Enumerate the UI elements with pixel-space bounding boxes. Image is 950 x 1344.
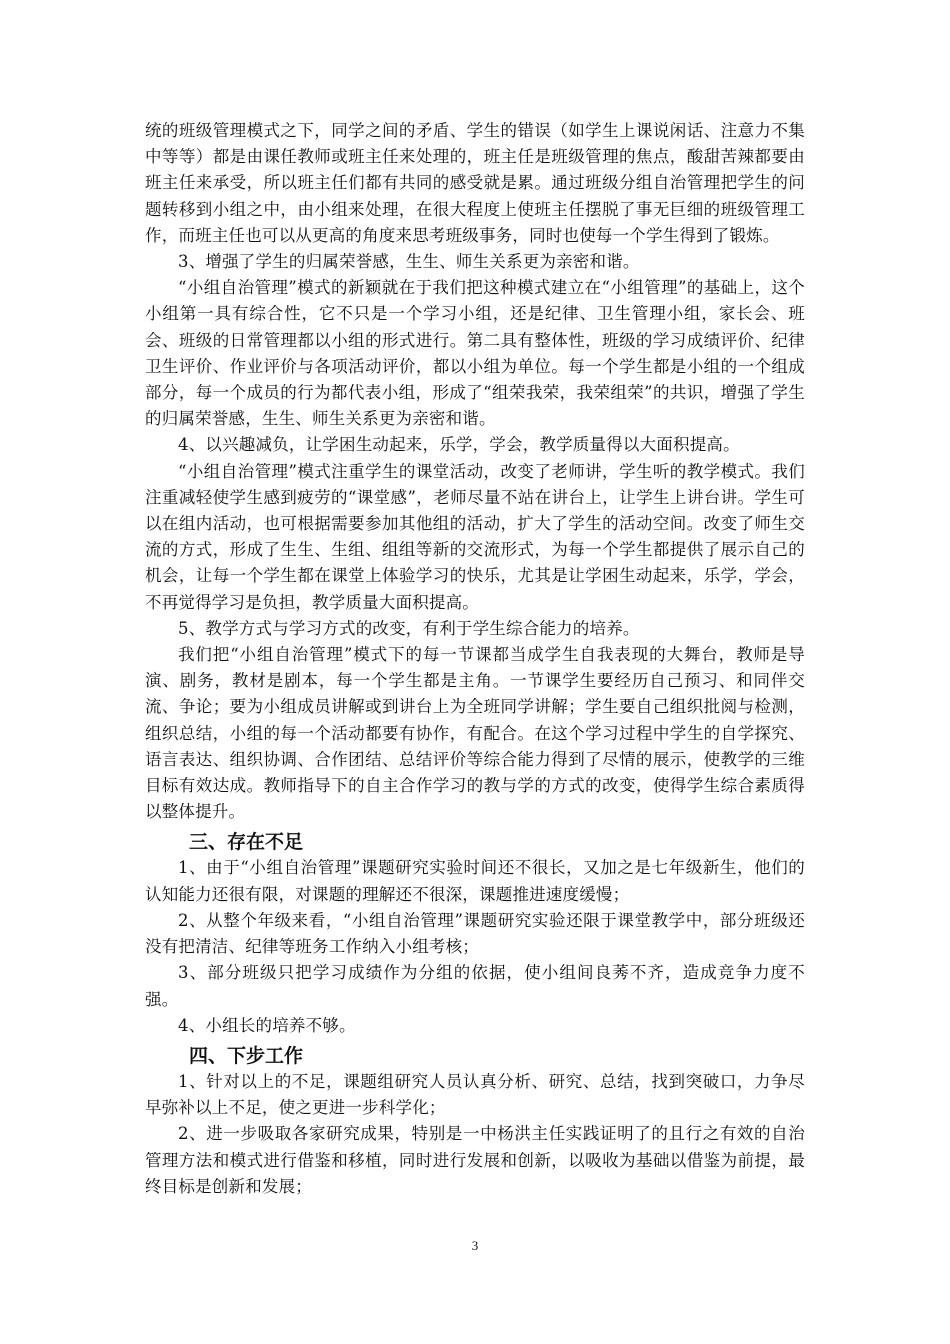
section-heading-shortcomings: 三、存在不足 (189, 831, 304, 854)
paragraph-shortcoming-2: 2、从整个年级来看，“小组自治管理”课题研究实验还限于课堂教学中，部分班级还没有把清洁、纪律等班务工作纳入小组考核； (145, 910, 805, 957)
paragraph-group-honor: “小组自治管理”模式的新颖就在于我们把这种模式建立在“小组管理”的基础上，这个小组第一具有综合性，它不只是一个学习小组，还是纪律、卫生管理小组，家长会、班会、班级的日常管理都以小组的形式进行。第二具有整体性，班级的学习成绩评价、纪律卫生评价、作业评价与各项活动评价，都以小组为单位。每一个学生都是小组的一个组成部分，每一个成员的行为都代表小组，形成了“组荣我荣，我荣组荣”的共识，增强了学生的归属荣誉感，生生、师生关系更为亲密和谐。 (145, 278, 805, 429)
paragraph-point-3: 3、增强了学生的归属荣誉感，生生、师生关系更为亲密和谐。 (178, 252, 640, 272)
paragraph-shortcoming-3: 3、部分班级只把学习成绩作为分组的依据，使小组间良莠不齐，造成竞争力度不强。 (145, 963, 805, 1009)
paragraph-next-step-2: 2、进一步吸取各家研究成果，特别是一中杨洪主任实践证明了的且行之有效的自治管理方法和模式进行借鉴和移植，同时进行发展和创新，以吸收为基础以借鉴为前提，最终目标是创新和发展； (145, 1124, 805, 1196)
paragraph-continued: 统的班级管理模式之下，同学之间的矛盾、学生的错误（如学生上课说闲话、注意力不集中等等）都是由课任教师或班主任来处理的，班主任是班级管理的焦点，酸甜苦辣都要由班主任来承受，所以班主任们都有共同的感受就是累。通过班级分组自治管理把学生的问题转移到小组之中，由小组来处理，在很大程度上使班主任摆脱了事无巨细的班级管理工作，而班主任也可以从更高的角度来思考班级事务，同时也使每一个学生得到了锻炼。 (145, 121, 805, 245)
paragraph-shortcoming-1: 1、由于“小组自治管理”课题研究实验时间还不很长，又加之是七年级新生，他们的认知能力还很有限，对课题的理解还不很深，课题推进速度缓慢； (145, 858, 805, 904)
paragraph-point-4: 4、以兴趣减负，让学困生动起来，乐学，学会，教学质量得以大面积提高。 (178, 435, 740, 455)
paragraph-teaching-method: 我们把“小组自治管理”模式下的每一节课都当成学生自我表现的大舞台，教师是导演、剧务，教材是剧本，每一个学生都是主角。一节课学生要经历自己预习、和同伴交流、争论；要为小组成员讲解或到讲台上为全班同学讲解；学生要自己组织批阅与检测，组织总结，小组的每一个活动都要有协作，有配合。在这个学习过程中学生的自学探究、语言表达、组织协调、合作团结、总结评价等综合能力得到了尽情的展示，使教学的三维目标有效达成。教师指导下的自主合作学习的教与学的方式的改变，使得学生综合素质得以整体提升。 (145, 645, 805, 822)
paragraph-next-step-1: 1、针对以上的不足，课题组研究人员认真分析、研究、总结，找到突破口，力争尽早弥补以上不足，使之更进一步科学化； (145, 1071, 805, 1118)
paragraph-point-5: 5、教学方式与学习方式的改变，有利于学生综合能力的培养。 (178, 618, 640, 638)
page-number: 3 (471, 1238, 479, 1253)
paragraph-shortcoming-4: 4、小组长的培养不够。 (178, 1015, 356, 1035)
document-body (145, 118, 805, 1200)
paragraph-classroom-activity: “小组自治管理”模式注重学生的课堂活动，改变了老师讲，学生听的教学模式。我们注重减轻使学生感到疲劳的“课堂感”，老师尽量不站在讲台上，让学生上讲台讲。学生可以在组内活动，也可根据需要参加其他组的活动，扩大了学生的活动空间。改变了师生交流的方式，形成了生生、生组、组组等新的交流形式，为每一个学生都提供了展示自己的机会，让每一个学生都在课堂上体验学习的快乐，尤其是让学困生动起来，乐学，学会，不再觉得学习是负担，教学质量大面积提高。 (145, 461, 805, 612)
section-heading-next-steps: 四、下步工作 (189, 1044, 304, 1067)
